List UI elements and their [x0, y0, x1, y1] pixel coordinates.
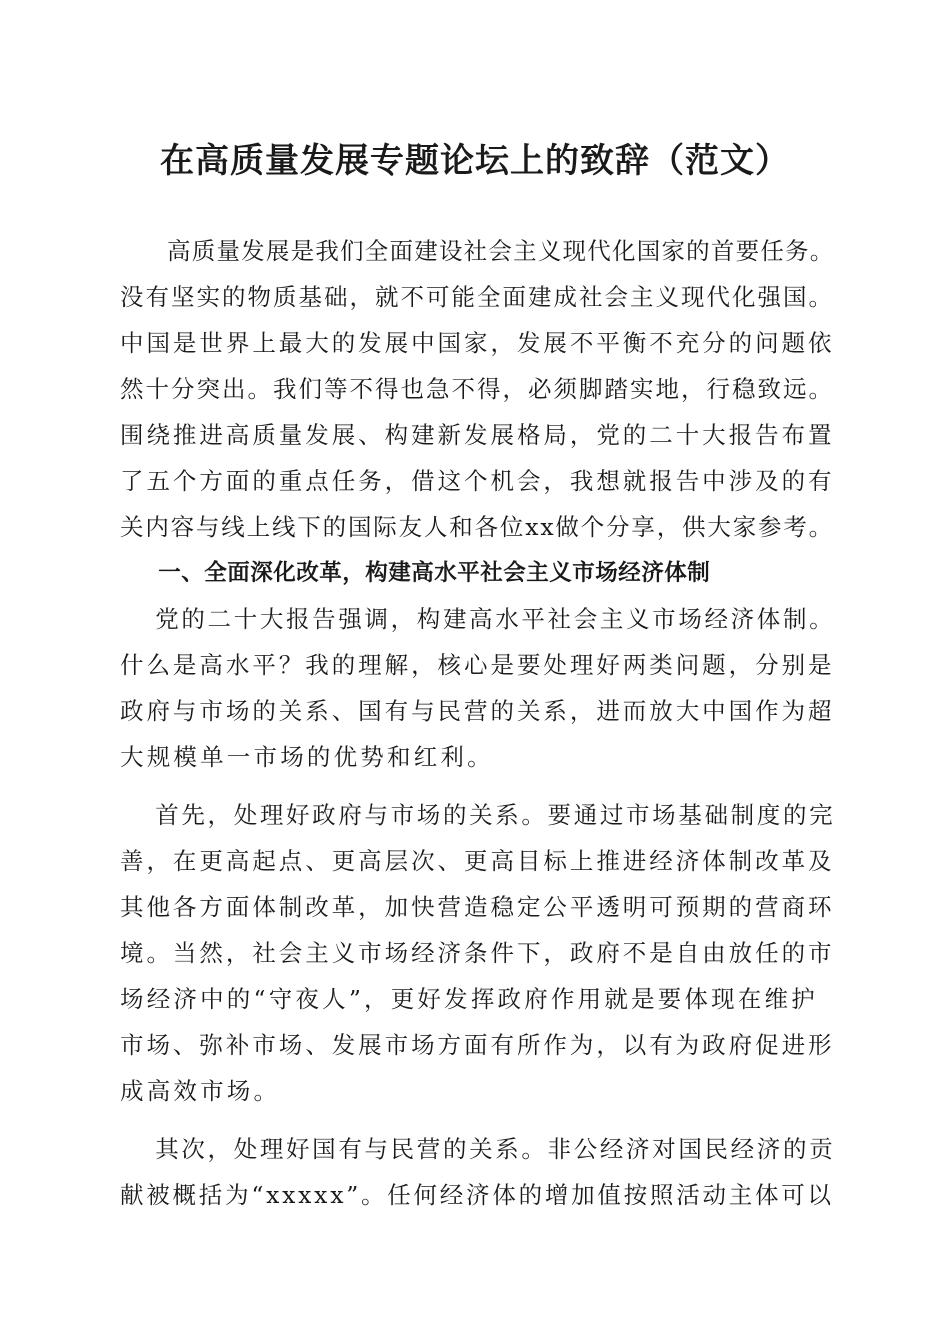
text-line: 首先，处理好政府与市场的关系。要通过市场基础制度的完: [155, 801, 836, 829]
section-heading: 一、全面深化改革，构建高水平社会主义市场经济体制: [158, 560, 711, 586]
text-line: 成高效市场。: [120, 1077, 281, 1105]
text-line: 境。当然，社会主义市场经济条件下，政府不是自由放任的市: [120, 939, 835, 967]
text-line: 什么是高水平？我的理解，核心是要处理好两类问题，分别是: [120, 651, 835, 679]
text-line: 然十分突出。我们等不得也急不得，必须脚踏实地，行稳致远。: [120, 375, 834, 403]
paragraph-gap: [120, 1114, 840, 1126]
text-line: 场经济中的“守夜人”，更好发挥政府作用就是要体现在维护: [120, 985, 818, 1013]
section1-paragraph-2: [120, 792, 840, 1114]
text-line: 中国是世界上最大的发展中国家，发展不平衡不充分的问题依: [120, 329, 835, 357]
text-line: 善，在更高起点、更高层次、更高目标上推进经济体制改革及: [120, 847, 835, 875]
text-line: 关内容与线上线下的国际友人和各位xx做个分享，供大家参考。: [120, 513, 835, 541]
paragraph-gap: [120, 780, 840, 792]
text-line: 大规模单一市场的优势和红利。: [120, 743, 494, 771]
text-line: 其次，处理好国有与民营的关系。非公经济对国民经济的贡: [155, 1135, 836, 1163]
text-line: 党的二十大报告强调，构建高水平社会主义市场经济体制。: [155, 605, 836, 633]
text-line: 围绕推进高质量发展、构建新发展格局，党的二十大报告布置: [120, 421, 835, 449]
document-body: [120, 228, 840, 1218]
text-line: 市场、弥补市场、发展市场方面有所作为，以有为政府促进形: [120, 1031, 835, 1059]
intro-paragraph: [120, 228, 840, 550]
text-line: 了五个方面的重点任务，借这个机会，我想就报告中涉及的有: [120, 467, 835, 495]
section1-paragraph-3: [120, 1126, 840, 1218]
section1-paragraph-1: [120, 596, 840, 780]
text-line: 没有坚实的物质基础，就不可能全面建成社会主义现代化强国。: [120, 283, 834, 311]
text-line: 其他各方面体制改革，加快营造稳定公平透明可预期的营商环: [120, 893, 835, 921]
text-line: 政府与市场的关系、国有与民营的关系，进而放大中国作为超: [120, 697, 835, 725]
text-line: 献被概括为“xxxxx”。任何经济体的增加值按照活动主体可以: [120, 1181, 834, 1209]
text-line: 高质量发展是我们全面建设社会主义现代化国家的首要任务。: [167, 237, 835, 265]
document-title: 在高质量发展专题论坛上的致辞（范文）: [160, 141, 790, 181]
